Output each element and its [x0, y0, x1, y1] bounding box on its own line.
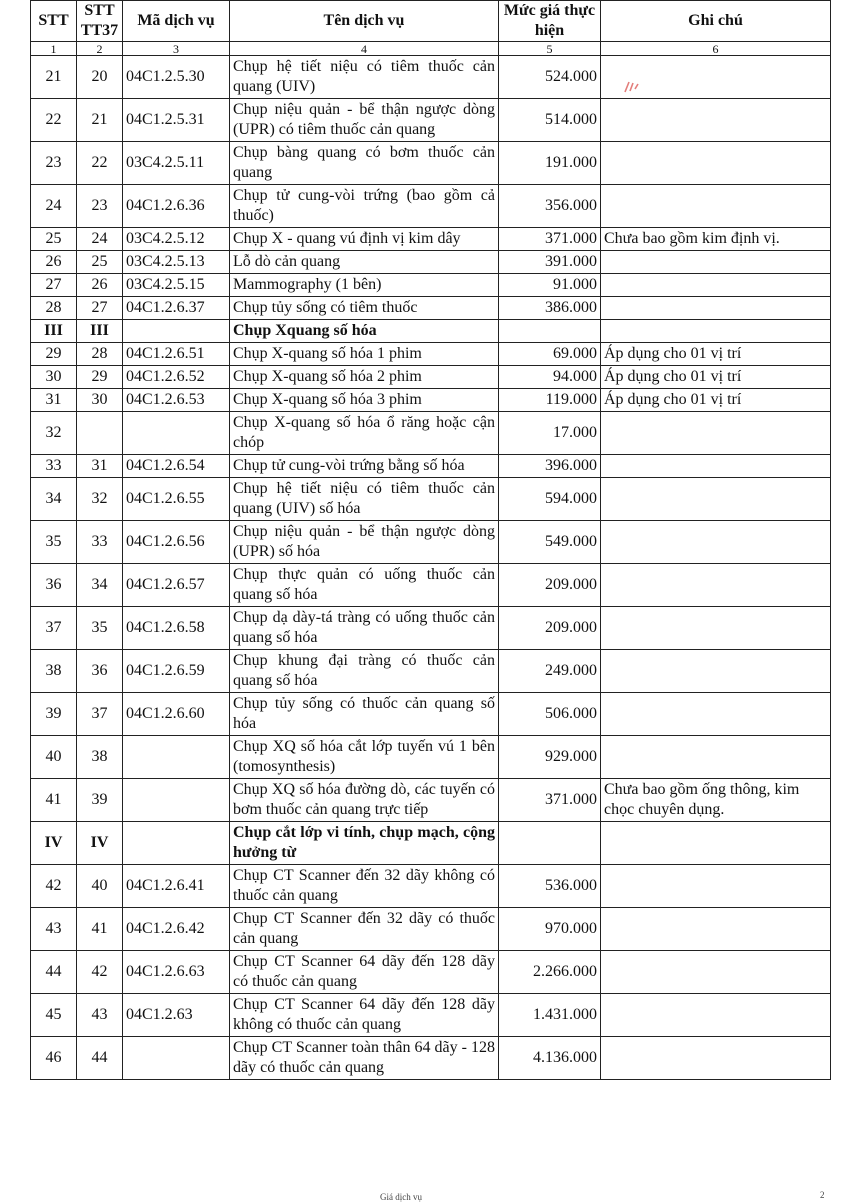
- cell-name: Lỗ dò cản quang: [230, 251, 499, 274]
- cell-stt37: 27: [77, 297, 123, 320]
- cell-code: 04C1.2.6.55: [123, 478, 230, 521]
- cell-price: 209.000: [499, 607, 601, 650]
- cell-code: 04C1.2.6.36: [123, 185, 230, 228]
- cell-stt37: III: [77, 320, 123, 343]
- cell-note: [601, 412, 831, 455]
- cell-price: 386.000: [499, 297, 601, 320]
- table-row: [31, 455, 831, 478]
- cell-code: 03C4.2.5.13: [123, 251, 230, 274]
- cell-stt37: 22: [77, 142, 123, 185]
- cell-code: 03C4.2.5.12: [123, 228, 230, 251]
- cell-name: Chụp X-quang số hóa 2 phim: [230, 366, 499, 389]
- cell-note: [601, 736, 831, 779]
- cell-code: [123, 779, 230, 822]
- cell-stt37: 34: [77, 564, 123, 607]
- cell-stt: 28: [31, 297, 77, 320]
- cell-stt: 32: [31, 412, 77, 455]
- table-row: [31, 142, 831, 185]
- cell-name: Chụp CT Scanner đến 32 dãy có thuốc cản quang: [230, 908, 499, 951]
- table-row: [31, 56, 831, 99]
- cell-stt37: IV: [77, 822, 123, 865]
- header-price: Mức giá thực hiện: [499, 1, 601, 42]
- cell-stt: 40: [31, 736, 77, 779]
- cell-stt: 29: [31, 343, 77, 366]
- cell-code: [123, 1037, 230, 1080]
- cell-stt37: 40: [77, 865, 123, 908]
- cell-price: 514.000: [499, 99, 601, 142]
- cell-note: [601, 185, 831, 228]
- cell-stt37: 24: [77, 228, 123, 251]
- cell-code: 04C1.2.6.54: [123, 455, 230, 478]
- table-row: [31, 736, 831, 779]
- cell-name: Chụp niệu quản - bể thận ngược dòng (UPR) có tiêm thuốc cản quang: [230, 99, 499, 142]
- cell-note: [601, 297, 831, 320]
- cell-stt: 35: [31, 521, 77, 564]
- header-row: [31, 1, 831, 42]
- cell-note: [601, 320, 831, 343]
- page-number: 2: [820, 1190, 825, 1200]
- cell-stt37: 21: [77, 99, 123, 142]
- cell-name: Chụp hệ tiết niệu có tiêm thuốc cản quang (UIV) số hóa: [230, 478, 499, 521]
- cell-stt: 45: [31, 994, 77, 1037]
- cell-note: [601, 822, 831, 865]
- footer-title: Giá dịch vụ: [380, 1192, 422, 1202]
- cell-note: Chưa bao gồm kim định vị.: [601, 228, 831, 251]
- cell-note: [601, 521, 831, 564]
- table-row: [31, 228, 831, 251]
- table-row: [31, 343, 831, 366]
- cell-name: Chụp tủy sống có tiêm thuốc: [230, 297, 499, 320]
- table-row: [31, 779, 831, 822]
- cell-note: [601, 865, 831, 908]
- section-row: [31, 320, 831, 343]
- section-row: [31, 822, 831, 865]
- table-row: [31, 297, 831, 320]
- cell-note: [601, 274, 831, 297]
- cell-stt37: 42: [77, 951, 123, 994]
- cell-name: Chụp X-quang số hóa 1 phim: [230, 343, 499, 366]
- cell-code: 04C1.2.6.51: [123, 343, 230, 366]
- cell-note: [601, 650, 831, 693]
- cell-stt: 31: [31, 389, 77, 412]
- table-row: [31, 908, 831, 951]
- cell-stt: 43: [31, 908, 77, 951]
- cell-stt37: 44: [77, 1037, 123, 1080]
- cell-stt: 41: [31, 779, 77, 822]
- cell-note: [601, 994, 831, 1037]
- cell-stt37: 32: [77, 478, 123, 521]
- table-row: [31, 994, 831, 1037]
- cell-stt37: 28: [77, 343, 123, 366]
- cell-stt: 37: [31, 607, 77, 650]
- cell-name: Mammography (1 bên): [230, 274, 499, 297]
- cell-stt: 22: [31, 99, 77, 142]
- cell-code: [123, 822, 230, 865]
- cell-code: 03C4.2.5.11: [123, 142, 230, 185]
- table-row: [31, 521, 831, 564]
- table-row: [31, 366, 831, 389]
- table-row: [31, 607, 831, 650]
- cell-price: 506.000: [499, 693, 601, 736]
- cell-price: 594.000: [499, 478, 601, 521]
- cell-stt: 21: [31, 56, 77, 99]
- table-row: [31, 564, 831, 607]
- table-row: [31, 1037, 831, 1080]
- cell-stt37: 31: [77, 455, 123, 478]
- cell-price: 549.000: [499, 521, 601, 564]
- cell-stt: 42: [31, 865, 77, 908]
- cell-stt37: 37: [77, 693, 123, 736]
- cell-stt37: 25: [77, 251, 123, 274]
- column-number-row: [31, 42, 831, 56]
- cell-price: 970.000: [499, 908, 601, 951]
- price-table: [30, 0, 831, 1080]
- cell-code: 04C1.2.5.31: [123, 99, 230, 142]
- cell-price: [499, 822, 601, 865]
- header-stt37: STT TT37: [77, 1, 123, 42]
- cell-price: 17.000: [499, 412, 601, 455]
- table-row: [31, 650, 831, 693]
- cell-stt: 34: [31, 478, 77, 521]
- cell-stt: 36: [31, 564, 77, 607]
- cell-price: 4.136.000: [499, 1037, 601, 1080]
- cell-stt: 46: [31, 1037, 77, 1080]
- cell-name: Chụp bàng quang có bơm thuốc cản quang: [230, 142, 499, 185]
- cell-code: 04C1.2.63: [123, 994, 230, 1037]
- cell-name: Chụp CT Scanner 64 dãy đến 128 dãy có thuốc cản quang: [230, 951, 499, 994]
- cell-note: [601, 1037, 831, 1080]
- cell-note: Áp dụng cho 01 vị trí: [601, 343, 831, 366]
- cell-name: Chụp X-quang số hóa 3 phim: [230, 389, 499, 412]
- cell-price: 371.000: [499, 228, 601, 251]
- cell-note: [601, 251, 831, 274]
- cell-code: 04C1.2.6.53: [123, 389, 230, 412]
- cell-name: Chụp CT Scanner toàn thân 64 dãy - 128 dãy có thuốc cản quang: [230, 1037, 499, 1080]
- cell-stt37: 36: [77, 650, 123, 693]
- table-row: [31, 865, 831, 908]
- table-row: [31, 478, 831, 521]
- cell-stt: 39: [31, 693, 77, 736]
- cell-price: 536.000: [499, 865, 601, 908]
- cell-stt37: 33: [77, 521, 123, 564]
- cell-code: 04C1.2.6.63: [123, 951, 230, 994]
- cell-price: 209.000: [499, 564, 601, 607]
- cell-code: 04C1.2.5.30: [123, 56, 230, 99]
- cell-name: Chụp tủy sống có thuốc cản quang số hóa: [230, 693, 499, 736]
- cell-code: 04C1.2.6.57: [123, 564, 230, 607]
- cell-price: 94.000: [499, 366, 601, 389]
- cell-code: [123, 736, 230, 779]
- cell-note: [601, 693, 831, 736]
- cell-price: 191.000: [499, 142, 601, 185]
- cell-stt: 30: [31, 366, 77, 389]
- cell-price: 1.431.000: [499, 994, 601, 1037]
- cell-stt37: 35: [77, 607, 123, 650]
- cell-stt37: 30: [77, 389, 123, 412]
- cell-stt: 38: [31, 650, 77, 693]
- column-number: 4: [230, 42, 499, 56]
- cell-name: Chụp tử cung-vòi trứng (bao gồm cả thuốc): [230, 185, 499, 228]
- cell-price: 371.000: [499, 779, 601, 822]
- cell-name: Chụp niệu quản - bể thận ngược dòng (UPR) số hóa: [230, 521, 499, 564]
- cell-stt37: 39: [77, 779, 123, 822]
- cell-name: Chụp thực quản có uống thuốc cản quang số hóa: [230, 564, 499, 607]
- cell-price: 396.000: [499, 455, 601, 478]
- table-row: [31, 693, 831, 736]
- cell-name: Chụp CT Scanner 64 dãy đến 128 dãy không có thuốc cản quang: [230, 994, 499, 1037]
- cell-code: 04C1.2.6.56: [123, 521, 230, 564]
- cell-code: [123, 320, 230, 343]
- cell-code: 04C1.2.6.59: [123, 650, 230, 693]
- header-code: Mã dịch vụ: [123, 1, 230, 42]
- column-number: 3: [123, 42, 230, 56]
- cell-code: 04C1.2.6.41: [123, 865, 230, 908]
- cell-name: Chụp XQ số hóa cắt lớp tuyến vú 1 bên (tomosynthesis): [230, 736, 499, 779]
- cell-stt: IV: [31, 822, 77, 865]
- cell-price: 524.000: [499, 56, 601, 99]
- cell-note: [601, 142, 831, 185]
- cell-stt: 26: [31, 251, 77, 274]
- cell-stt37: 26: [77, 274, 123, 297]
- cell-note: [601, 564, 831, 607]
- cell-price: 356.000: [499, 185, 601, 228]
- table-row: [31, 951, 831, 994]
- cell-price: [499, 320, 601, 343]
- cell-name: Chụp dạ dày-tá tràng có uống thuốc cản quang số hóa: [230, 607, 499, 650]
- cell-note: Áp dụng cho 01 vị trí: [601, 389, 831, 412]
- cell-note: [601, 908, 831, 951]
- cell-stt: III: [31, 320, 77, 343]
- cell-stt37: 29: [77, 366, 123, 389]
- cell-note: [601, 607, 831, 650]
- cell-name: Chụp X-quang số hóa ổ răng hoặc cận chóp: [230, 412, 499, 455]
- cell-name: Chụp tử cung-vòi trứng bằng số hóa: [230, 455, 499, 478]
- cell-note: [601, 455, 831, 478]
- cell-code: 04C1.2.6.37: [123, 297, 230, 320]
- column-number: 6: [601, 42, 831, 56]
- table-row: [31, 274, 831, 297]
- section-title: Chụp Xquang số hóa: [230, 320, 499, 343]
- cell-price: 391.000: [499, 251, 601, 274]
- cell-stt37: [77, 412, 123, 455]
- cell-note: [601, 478, 831, 521]
- cell-note: [601, 99, 831, 142]
- cell-code: 03C4.2.5.15: [123, 274, 230, 297]
- cell-name: Chụp khung đại tràng có thuốc cản quang số hóa: [230, 650, 499, 693]
- table-row: [31, 412, 831, 455]
- cell-stt: 24: [31, 185, 77, 228]
- cell-note: Áp dụng cho 01 vị trí: [601, 366, 831, 389]
- cell-stt37: 43: [77, 994, 123, 1037]
- cell-stt: 44: [31, 951, 77, 994]
- cell-stt: 33: [31, 455, 77, 478]
- cell-name: Chụp hệ tiết niệu có tiêm thuốc cản quang (UIV): [230, 56, 499, 99]
- table-row: [31, 389, 831, 412]
- cell-code: 04C1.2.6.58: [123, 607, 230, 650]
- header-name: Tên dịch vụ: [230, 1, 499, 42]
- column-number: 2: [77, 42, 123, 56]
- cell-stt37: 38: [77, 736, 123, 779]
- cell-note: Chưa bao gồm ống thông, kim chọc chuyên dụng.: [601, 779, 831, 822]
- header-note: Ghi chú: [601, 1, 831, 42]
- header-stt: STT: [31, 1, 77, 42]
- cell-code: 04C1.2.6.42: [123, 908, 230, 951]
- cell-price: 69.000: [499, 343, 601, 366]
- cell-stt: 23: [31, 142, 77, 185]
- column-number: 1: [31, 42, 77, 56]
- cell-code: [123, 412, 230, 455]
- cell-code: 04C1.2.6.52: [123, 366, 230, 389]
- table-row: [31, 99, 831, 142]
- column-number: 5: [499, 42, 601, 56]
- cell-name: Chụp CT Scanner đến 32 dãy không có thuốc cản quang: [230, 865, 499, 908]
- table-row: [31, 251, 831, 274]
- cell-stt37: 23: [77, 185, 123, 228]
- cell-code: 04C1.2.6.60: [123, 693, 230, 736]
- cell-price: 91.000: [499, 274, 601, 297]
- cell-price: 119.000: [499, 389, 601, 412]
- cell-name: Chụp XQ số hóa đường dò, các tuyến có bơm thuốc cản quang trực tiếp: [230, 779, 499, 822]
- cell-price: 2.266.000: [499, 951, 601, 994]
- cell-price: 249.000: [499, 650, 601, 693]
- cell-note: [601, 951, 831, 994]
- cell-stt: 25: [31, 228, 77, 251]
- red-ink-mark-icon: [621, 74, 647, 100]
- table-row: [31, 185, 831, 228]
- cell-name: Chụp X - quang vú định vị kim dây: [230, 228, 499, 251]
- cell-stt: 27: [31, 274, 77, 297]
- cell-stt37: 41: [77, 908, 123, 951]
- cell-stt37: 20: [77, 56, 123, 99]
- section-title: Chụp cắt lớp vi tính, chụp mạch, cộng hưởng từ: [230, 822, 499, 865]
- cell-price: 929.000: [499, 736, 601, 779]
